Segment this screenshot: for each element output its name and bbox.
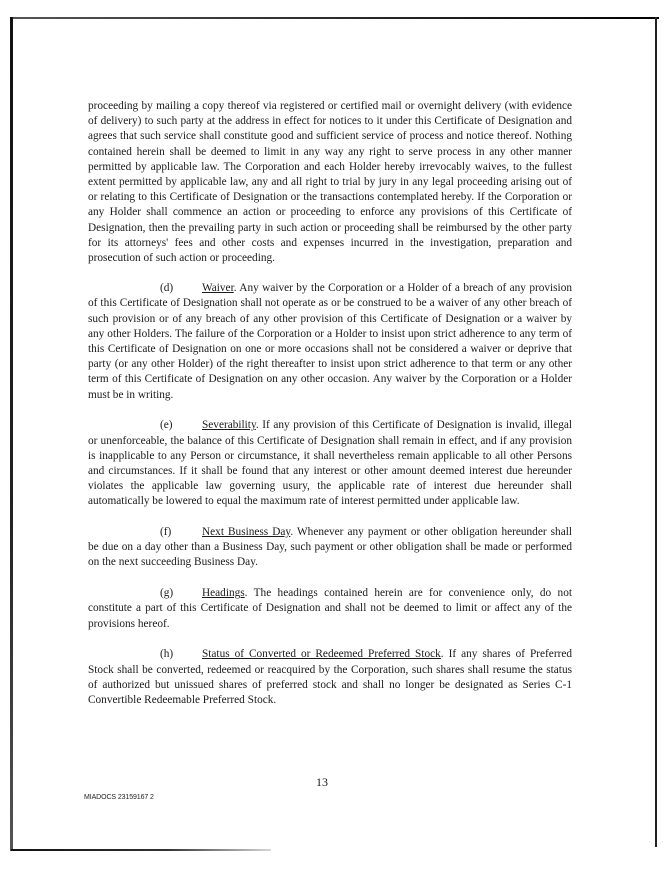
- section-heading: Waiver: [202, 282, 234, 295]
- section-g-headings: [88, 586, 572, 632]
- paragraph-continuation: [88, 99, 572, 266]
- page-border-right: [655, 17, 657, 847]
- page-border-top: [11, 17, 659, 19]
- page-number: 13: [316, 775, 328, 789]
- section-label: (g): [160, 587, 174, 600]
- section-label: (d): [160, 282, 174, 295]
- document-id: MIADOCS 23159167 2: [84, 794, 154, 801]
- document-body: [88, 99, 572, 724]
- paragraph-text: . If any shares of Preferred Stock shall be converted, redeemed or reacquired by the Corporation, such shares shall resume the status of authorized but unissued shares of preferred stock and shall no longer be designated as Series C-1 Convertible Redeemable Preferred Stock.: [88, 648, 572, 706]
- paragraph-text: . If any provision of this Certificate of Designation is invalid, illegal or unenforceable, the balance of this Certificate of Designation shall remain in effect, and if any provision is inapplicable to any Person or circumstance, it shall nevertheless remain applicable to all other Persons and circumstances. If it shall be found that any interest or other amount deemed interest due hereunder violates the applicable law governing usury, the applicable rate of interest due hereunder shall automatically be lowered to equal the maximum rate of interest permitted under applicable law.: [88, 419, 572, 508]
- section-e-severability: [88, 418, 572, 509]
- section-heading: Headings: [202, 587, 245, 600]
- section-heading: Severability: [202, 419, 256, 432]
- section-label: (h): [160, 648, 174, 661]
- section-h-status-of-converted-stock: [88, 647, 572, 708]
- paragraph-text: . The headings contained herein are for convenience only, do not constitute a part of this Certificate of Designation and shall not be deemed to limit or affect any of the provisions hereof.: [88, 587, 572, 630]
- paragraph-text: . Whenever any payment or other obligation hereunder shall be due on a day other than a Business Day, such payment or other obligation shall be made or performed on the next succeeding Business Day.: [88, 526, 572, 569]
- section-d-waiver: [88, 281, 572, 403]
- paragraph-text: proceeding by mailing a copy thereof via registered or certified mail or overnight delivery (with evidence of delivery) to such party at the address in effect for notices to it under this Certificate of Designation and agrees that such service shall constitute good and sufficient service of process and notice thereof. Nothing contained herein shall be deemed to limit in any way any right to serve process in any other manner permitted by applicable law. The Corporation and each Holder hereby irrevocably waives, to the fullest extent permitted by applicable law, any and all right to trial by jury in any legal proceeding arising out of or relating to this Certificate of Designation or the transactions contemplated hereby. If the Corporation or any Holder shall commence an action or proceeding to enforce any provisions of this Certificate of Designation, then the prevailing party in such action or proceeding shall be reimbursed by the other party for its attorneys' fees and other costs and expenses incurred in the investigation, preparation and prosecution of such action or proceeding.: [88, 100, 572, 265]
- section-heading: Next Business Day: [202, 526, 291, 539]
- page-border-left: [10, 17, 13, 851]
- section-heading: Status of Converted or Redeemed Preferred Stock: [202, 648, 441, 661]
- section-f-next-business-day: [88, 525, 572, 571]
- section-label: (e): [160, 419, 173, 432]
- page-border-bottom: [11, 849, 271, 851]
- paragraph-text: . Any waiver by the Corporation or a Holder of a breach of any provision of this Certificate of Designation shall not operate as or be construed to be a waiver of any other breach of such provision or of any breach of any other provision of this Certificate of Designation or a waiver by any other Holders. The failure of the Corporation or a Holder to insist upon strict adherence to any term of this Certificate of Designation on one or more occasions shall not be considered a waiver or deprive that party (or any other Holder) of the right thereafter to insist upon strict adherence to that term or any other term of this Certificate of Designation on any other occasion. Any waiver by the Corporation or a Holder must be in writing.: [88, 282, 572, 401]
- section-label: (f): [160, 526, 172, 539]
